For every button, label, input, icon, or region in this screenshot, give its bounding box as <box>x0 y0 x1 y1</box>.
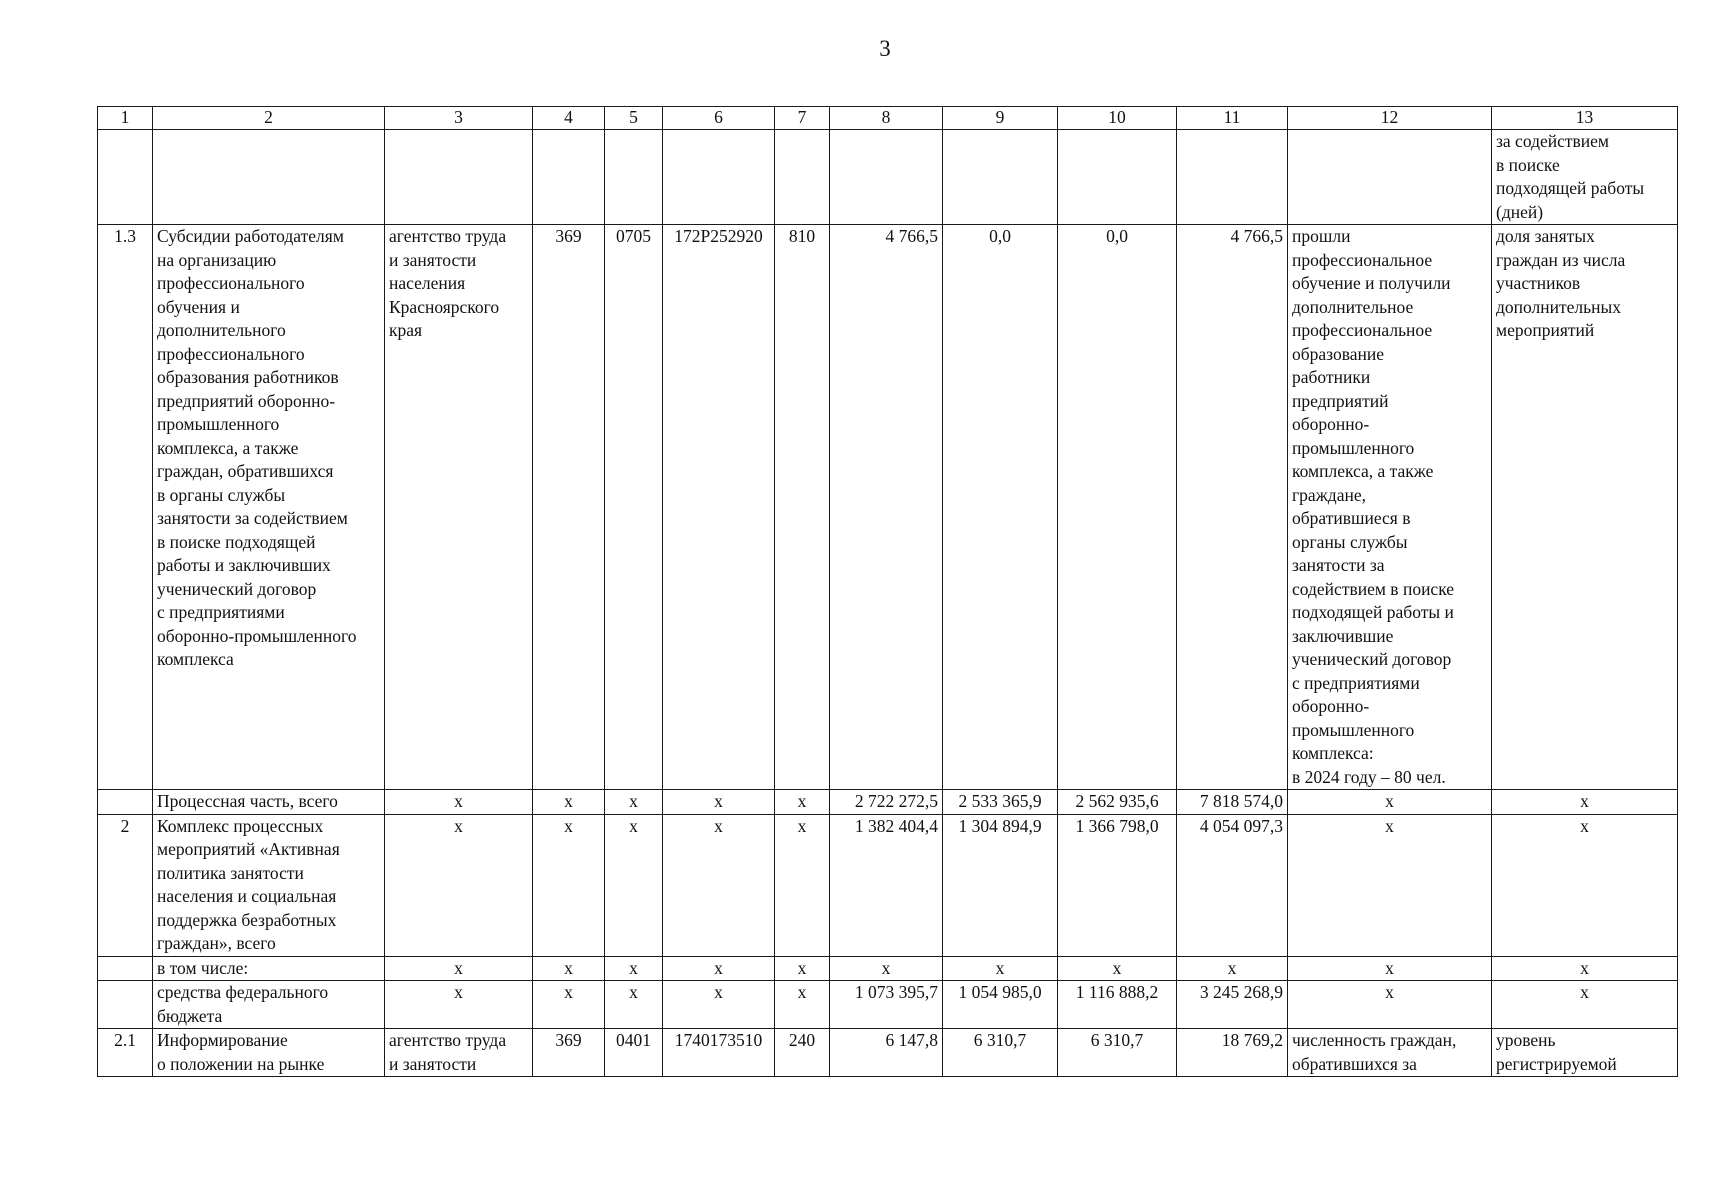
cell-amount-2026: 2 562 935,6 <box>1058 790 1177 815</box>
cell-amount-2024: 2 722 272,5 <box>830 790 943 815</box>
column-number: 1 <box>98 107 153 130</box>
column-number: 8 <box>830 107 943 130</box>
cell-amount-2026: 1 116 888,2 <box>1058 981 1177 1029</box>
cell-amount-total: 4 766,5 <box>1177 225 1288 790</box>
cell-item-name: Комплекс процессных мероприятий «Активная политика занятости населения и социальная поддержка безработных граждан», всего <box>153 814 385 956</box>
column-number: 9 <box>943 107 1058 130</box>
cell-executor: х <box>385 814 533 956</box>
column-number: 3 <box>385 107 533 130</box>
cell-item-name: Процессная часть, всего <box>153 790 385 815</box>
cell-amount-2026 <box>1058 130 1177 225</box>
cell-expense-type-code: 810 <box>775 225 830 790</box>
cell-executor: х <box>385 981 533 1029</box>
cell-amount-2025: 1 304 894,9 <box>943 814 1058 956</box>
cell-amount-2024: 6 147,8 <box>830 1029 943 1077</box>
cell-amount-total: 3 245 268,9 <box>1177 981 1288 1029</box>
cell-target-indicator: х <box>1492 981 1678 1029</box>
cell-expense-type-code: 240 <box>775 1029 830 1077</box>
cell-amount-2026: х <box>1058 956 1177 981</box>
cell-grbs-code: х <box>533 814 605 956</box>
cell-item-name: Субсидии работодателям на организацию профессионального обучения и дополнительного профессионального образования работников предприятий оборонно- промышленного комплекса, а также граждан, обратившихся в органы службы занятости за содействием в поиске подходящей работы и заключивших ученический договор с предприятиями оборонно-промышленного комплекса <box>153 225 385 790</box>
column-number: 5 <box>605 107 663 130</box>
cell-target-article-code: х <box>663 956 775 981</box>
column-number: 11 <box>1177 107 1288 130</box>
cell-grbs-code <box>533 130 605 225</box>
cell-amount-total: х <box>1177 956 1288 981</box>
table-body <box>98 107 1678 1077</box>
column-number: 13 <box>1492 107 1678 130</box>
cell-target-article-code: х <box>663 814 775 956</box>
cell-grbs-code: 369 <box>533 1029 605 1077</box>
cell-section-code: х <box>605 956 663 981</box>
cell-item-name: средства федерального бюджета <box>153 981 385 1029</box>
page-number: 3 <box>879 36 891 61</box>
table-row <box>98 1029 1678 1077</box>
cell-target-indicator: х <box>1492 956 1678 981</box>
cell-amount-total: 7 818 574,0 <box>1177 790 1288 815</box>
cell-target-article-code: 172Р252920 <box>663 225 775 790</box>
cell-amount-2025: 6 310,7 <box>943 1029 1058 1077</box>
cell-item-name: в том числе: <box>153 956 385 981</box>
cell-expected-result: численность граждан, обратившихся за <box>1288 1029 1492 1077</box>
cell-expense-type-code: х <box>775 814 830 956</box>
cell-executor <box>385 130 533 225</box>
table-row <box>98 814 1678 956</box>
cell-amount-total: 18 769,2 <box>1177 1029 1288 1077</box>
cell-expected-result: х <box>1288 790 1492 815</box>
cell-amount-2026: 0,0 <box>1058 225 1177 790</box>
cell-executor: х <box>385 790 533 815</box>
cell-expected-result: прошли профессиональное обучение и получили дополнительное профессиональное образование работники предприятий оборонно- промышленного комплекса, а также граждане, обратившиеся в органы службы занятости за содействием в поиске подходящей работы и заключившие ученический договор с предприятиями оборонно- промышленного комплекса: в 2024 году – 80 чел. <box>1288 225 1492 790</box>
cell-row-number: 1.3 <box>98 225 153 790</box>
column-number: 10 <box>1058 107 1177 130</box>
cell-amount-2025: х <box>943 956 1058 981</box>
cell-grbs-code: х <box>533 956 605 981</box>
cell-amount-2025 <box>943 130 1058 225</box>
table-row <box>98 130 1678 225</box>
cell-amount-2025: 2 533 365,9 <box>943 790 1058 815</box>
cell-grbs-code: 369 <box>533 225 605 790</box>
cell-grbs-code: х <box>533 981 605 1029</box>
cell-amount-total <box>1177 130 1288 225</box>
cell-expense-type-code: х <box>775 981 830 1029</box>
cell-expected-result <box>1288 130 1492 225</box>
cell-amount-2026: 1 366 798,0 <box>1058 814 1177 956</box>
cell-target-indicator: х <box>1492 814 1678 956</box>
cell-amount-2025: 0,0 <box>943 225 1058 790</box>
cell-section-code: х <box>605 790 663 815</box>
cell-target-article-code: х <box>663 981 775 1029</box>
cell-row-number <box>98 790 153 815</box>
cell-amount-2024: 1 382 404,4 <box>830 814 943 956</box>
cell-grbs-code: х <box>533 790 605 815</box>
column-number: 7 <box>775 107 830 130</box>
cell-expected-result: х <box>1288 981 1492 1029</box>
cell-amount-2024: х <box>830 956 943 981</box>
cell-section-code: х <box>605 814 663 956</box>
cell-item-name <box>153 130 385 225</box>
cell-section-code: 0705 <box>605 225 663 790</box>
cell-executor: х <box>385 956 533 981</box>
column-number: 6 <box>663 107 775 130</box>
cell-row-number <box>98 981 153 1029</box>
cell-expected-result: х <box>1288 956 1492 981</box>
cell-executor: агентство труда и занятости <box>385 1029 533 1077</box>
cell-item-name: Информирование о положении на рынке <box>153 1029 385 1077</box>
cell-amount-2025: 1 054 985,0 <box>943 981 1058 1029</box>
cell-amount-2024: 1 073 395,7 <box>830 981 943 1029</box>
budget-table <box>97 106 1678 1077</box>
cell-expected-result: х <box>1288 814 1492 956</box>
cell-row-number: 2 <box>98 814 153 956</box>
cell-target-article-code <box>663 130 775 225</box>
cell-row-number <box>98 956 153 981</box>
cell-target-article-code: х <box>663 790 775 815</box>
cell-target-indicator: х <box>1492 790 1678 815</box>
cell-row-number: 2.1 <box>98 1029 153 1077</box>
table-row <box>98 956 1678 981</box>
cell-section-code: х <box>605 981 663 1029</box>
column-number-row <box>98 107 1678 130</box>
table-row <box>98 225 1678 790</box>
cell-target-indicator: уровень регистрируемой <box>1492 1029 1678 1077</box>
cell-target-indicator: за содействием в поиске подходящей работы (дней) <box>1492 130 1678 225</box>
cell-amount-total: 4 054 097,3 <box>1177 814 1288 956</box>
cell-target-article-code: 1740173510 <box>663 1029 775 1077</box>
cell-section-code <box>605 130 663 225</box>
column-number: 2 <box>153 107 385 130</box>
cell-expense-type-code: х <box>775 790 830 815</box>
cell-target-indicator: доля занятых граждан из числа участников дополнительных мероприятий <box>1492 225 1678 790</box>
cell-amount-2024: 4 766,5 <box>830 225 943 790</box>
cell-expense-type-code <box>775 130 830 225</box>
table-row <box>98 981 1678 1029</box>
column-number: 12 <box>1288 107 1492 130</box>
cell-executor: агентство труда и занятости населения Красноярского края <box>385 225 533 790</box>
cell-row-number <box>98 130 153 225</box>
cell-section-code: 0401 <box>605 1029 663 1077</box>
table-row <box>98 790 1678 815</box>
cell-amount-2026: 6 310,7 <box>1058 1029 1177 1077</box>
column-number: 4 <box>533 107 605 130</box>
cell-amount-2024 <box>830 130 943 225</box>
cell-expense-type-code: х <box>775 956 830 981</box>
